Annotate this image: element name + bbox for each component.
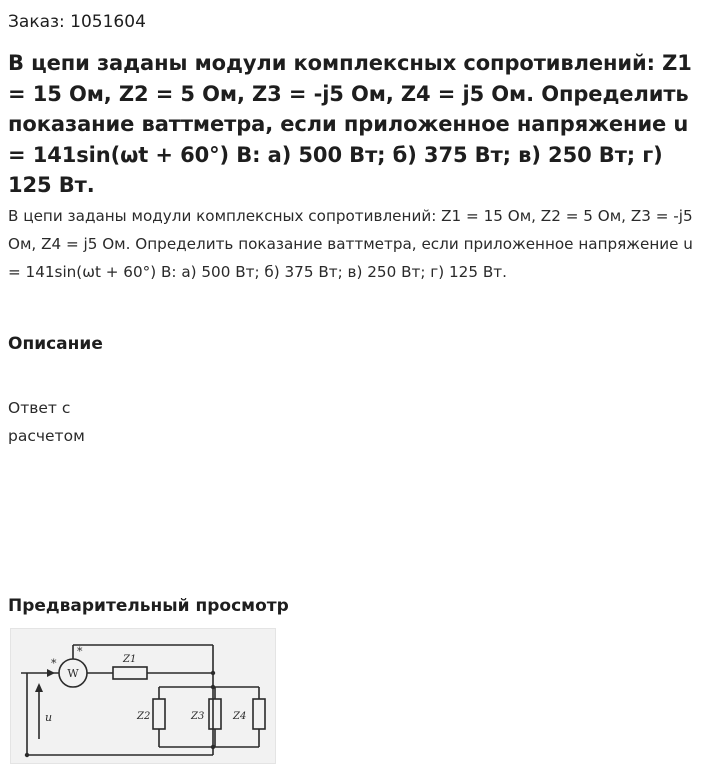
voltage-label: u <box>45 711 53 724</box>
node-dot <box>25 753 29 757</box>
z4-label: Z4 <box>233 711 247 722</box>
order-number: Заказ: 1051604 <box>8 12 146 32</box>
star-left-label: * <box>51 657 57 670</box>
description-heading: Описание <box>8 334 103 354</box>
z3-resistor-icon <box>209 699 221 729</box>
node-dot <box>211 685 215 689</box>
star-top-label: * <box>77 645 83 658</box>
z1-resistor-icon <box>113 667 147 679</box>
preview-heading: Предварительный просмотр <box>8 596 289 616</box>
task-description: В цепи заданы модули комплексных сопротивлений: Z1 = 15 Ом, Z2 = 5 Ом, Z3 = -j5 Ом, Z4 = j5 Ом. Определить показание ваттметра, если приложенное напряжение u = 141sin(ωt + 60°) В: а) 500 Вт; б) 375 Вт; в) 250 Вт; г) 125 Вт. <box>8 207 693 281</box>
answer-text: Ответ с расчетом <box>8 399 85 445</box>
z4-resistor-icon <box>253 699 265 729</box>
node-dot <box>211 671 215 675</box>
circuit-diagram <box>11 629 275 763</box>
z2-label: Z2 <box>137 711 151 722</box>
node-dot <box>211 745 215 749</box>
current-arrowhead-icon <box>47 669 55 677</box>
z2-resistor-icon <box>153 699 165 729</box>
wattmeter-label: W <box>67 667 79 680</box>
voltage-arrowhead-icon <box>35 683 43 692</box>
z3-label: Z3 <box>191 711 205 722</box>
z1-label: Z1 <box>123 654 137 665</box>
page-title: В цепи заданы модули комплексных сопротивлений: Z1 = 15 Ом, Z2 = 5 Ом, Z3 = -j5 Ом, Z4 = j5 Ом. Определить показание ваттметра, если приложенное напряжение u = 141sin(ωt + 60°) В: а) 500 Вт; б) 375 Вт; в) 250 Вт; г) 125 Вт. <box>8 51 692 197</box>
preview-image <box>10 628 276 764</box>
